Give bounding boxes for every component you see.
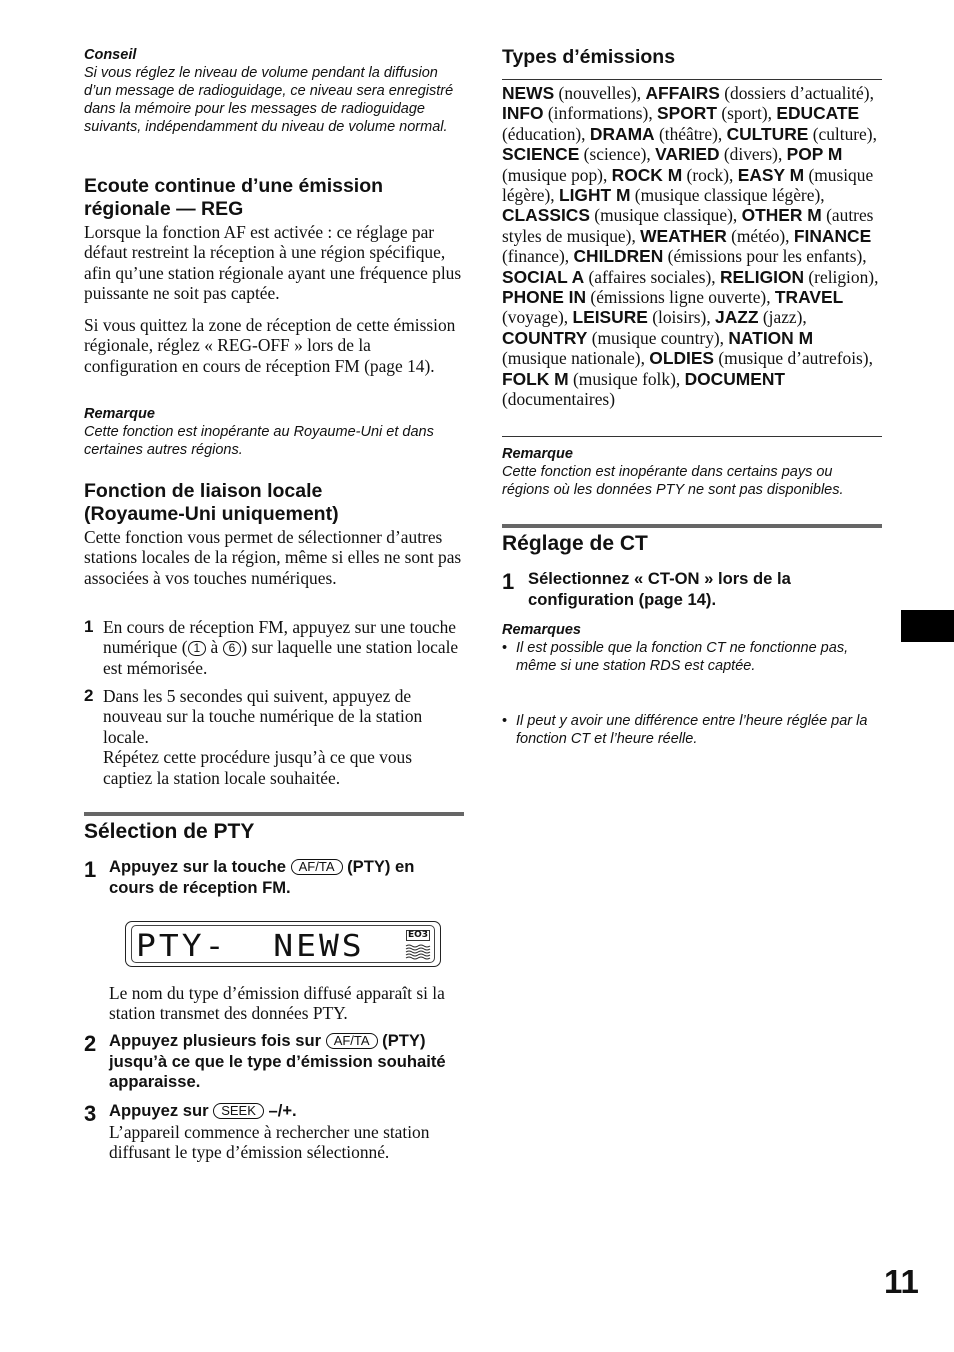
type-key: AFFAIRS — [645, 83, 720, 103]
type-description: (émissions ligne ouverte), — [586, 287, 775, 308]
pty-heading: Sélection de PTY — [84, 820, 255, 843]
type-description: (autres styles de musique), — [502, 205, 874, 246]
pty-step-2-number: 2 — [84, 1031, 97, 1056]
type-description: (divers), — [719, 144, 787, 165]
type-description: (musique nationale), — [502, 348, 650, 369]
reg-heading-line1: Ecoute continue d’une émission — [84, 175, 384, 197]
type-description: (sport), — [716, 103, 777, 124]
pty-step-3-text: Appuyez sur SEEK –/+. — [109, 1101, 297, 1120]
types-heading: Types d’émissions — [502, 46, 676, 68]
numeric-key-6: 6 — [223, 641, 242, 656]
type-description: (musique classique légère), — [630, 185, 825, 206]
type-key: NEWS — [502, 83, 555, 103]
link-step-2-text: Dans les 5 secondes qui suivent, appuyez de nouveau sur la touche numérique de la station locale. — [103, 686, 423, 747]
type-description: (jazz), — [758, 307, 807, 328]
pty-step-1-description: Le nom du type d’émission diffusé apparaît si la station transmet des données PTY. — [109, 983, 445, 1024]
type-key: POP M — [786, 144, 843, 165]
type-key: NATION M — [728, 327, 814, 348]
type-description: (informations), — [543, 103, 658, 124]
type-description: (nouvelles), — [554, 83, 646, 103]
ct-step-1 — [502, 569, 882, 610]
type-key: RELIGION — [719, 266, 805, 287]
seek-button-label: SEEK — [213, 1103, 264, 1119]
type-description: (documentaires) — [502, 389, 615, 410]
type-description: (religion), — [804, 266, 879, 287]
link-step-1-text: En cours de réception FM, appuyez sur une touche numérique ( 1 à 6 ) sur laquelle une station locale est mémorisée. — [103, 617, 459, 678]
type-description: (musique country), — [587, 327, 729, 348]
link-paragraph: Cette fonction vous permet de sélectionner d’autres stations locales de la région, même si elles ne sont pas associées à vos touches numériques. — [84, 527, 462, 588]
types-note-title: Remarque — [502, 446, 573, 462]
ct-heading: Réglage de CT — [502, 532, 648, 555]
link-step-2-repeat: Répétez cette procédure jusqu’à ce que vous captiez la station locale souhaitée. — [103, 747, 413, 788]
ct-note-1: • Il est possible que la fonction CT ne fonctionne pas, même si une station RDS est captée. — [502, 639, 882, 675]
type-key: OLDIES — [649, 348, 715, 369]
type-description: (musique d’autrefois), — [714, 348, 873, 369]
link-step-2 — [84, 686, 464, 788]
page-number: 11 — [884, 1263, 919, 1300]
type-key: TRAVEL — [774, 287, 844, 308]
link-heading-line2: (Royaume-Uni uniquement) — [84, 503, 339, 525]
type-description: (musique légère), — [502, 164, 874, 206]
pty-step-2 — [84, 1031, 464, 1093]
type-description: (culture), — [808, 123, 877, 144]
reg-note-title: Remarque — [84, 406, 155, 422]
type-description: (musique folk), — [568, 368, 685, 389]
type-key: SOCIAL A — [502, 266, 585, 287]
type-description: (voyage), — [502, 307, 573, 328]
pty-step-3-description: L’appareil commence à rechercher une station diffusant le type d’émission sélectionné. — [109, 1121, 430, 1162]
type-key: COUNTRY — [502, 327, 588, 348]
lcd-equalizer-icon — [405, 943, 431, 965]
ct-step-1-text: Sélectionnez « CT-ON » lors de la configuration (page 14). — [528, 569, 791, 609]
type-key: WEATHER — [640, 225, 727, 246]
type-key: FOLK M — [502, 368, 569, 389]
type-key: FINANCE — [793, 225, 872, 246]
af-ta-button-label-2: AF/TA — [326, 1033, 378, 1049]
link-step-1 — [84, 617, 464, 678]
type-key: JAZZ — [715, 307, 759, 328]
type-key: ROCK M — [611, 164, 683, 185]
type-key: PHONE IN — [502, 287, 587, 308]
pty-step-1 — [84, 857, 464, 898]
numeric-key-1: 1 — [188, 641, 207, 656]
type-description: (météo), — [726, 225, 794, 246]
link-step-2-number: 2 — [84, 686, 94, 705]
type-key: EASY M — [737, 164, 805, 185]
type-key: EDUCATE — [776, 103, 860, 124]
type-key: OTHER M — [741, 205, 822, 226]
type-description: (théâtre), — [654, 123, 727, 144]
link-heading-line1: Fonction de liaison locale — [84, 480, 323, 502]
type-description: (affaires sociales), — [584, 266, 720, 287]
types-note-text: Cette fonction est inopérante dans certains pays ou régions où les données PTY ne sont pas disponibles. — [502, 464, 844, 498]
ct-section-rule — [502, 524, 882, 528]
ct-notes-title: Remarques — [502, 622, 581, 638]
ct-note-2: • Il peut y avoir une différence entre l’heure réglée par la fonction CT et l’heure réelle. — [502, 712, 882, 748]
type-key: CLASSICS — [502, 205, 590, 226]
pty-step-1-number: 1 — [84, 857, 97, 882]
type-description: (éducation), — [502, 123, 590, 144]
lcd-display — [125, 921, 441, 967]
types-rule-top — [502, 79, 882, 80]
reg-paragraph-2: Si vous quittez la zone de réception de cette émission régionale, réglez « REG-OFF » lors de la configuration en cours de réception FM (page 14). — [84, 315, 456, 376]
type-key: LIGHT M — [558, 185, 631, 206]
type-key: CULTURE — [726, 123, 809, 144]
reg-note-text: Cette fonction est inopérante au Royaume-Uni et dans certaines autres régions. — [84, 424, 434, 458]
tip-title: Conseil — [84, 47, 137, 63]
link-step-1-number: 1 — [84, 617, 94, 636]
type-key: CHILDREN — [573, 246, 664, 267]
type-description: (science), — [579, 144, 656, 165]
pty-step-1-text: Appuyez sur la touche AF/TA (PTY) en cours de réception FM. — [109, 857, 415, 897]
type-description: (loisirs), — [647, 307, 716, 328]
section-rule — [84, 812, 464, 816]
pty-step-3-number: 3 — [84, 1101, 97, 1126]
reg-heading-line2: régionale — REG — [84, 198, 244, 220]
type-description: (rock), — [682, 164, 738, 185]
type-description: (musique classique), — [589, 205, 742, 226]
type-description: (émissions pour les enfants), — [663, 246, 867, 267]
right-column — [502, 0, 882, 747]
type-description: (musique pop), — [502, 164, 612, 185]
reg-heading — [84, 175, 383, 221]
reg-paragraph-1: Lorsque la fonction AF est activée : ce réglage par défaut restreint la réception à une région spécifique, afin qu’une station régionale ayant une fréquence plus puissante ne soit pas captée. — [84, 222, 462, 304]
type-description: (dossiers d’actualité), — [719, 83, 874, 103]
tip-text: Si vous réglez le niveau de volume pendant la diffusion d’un message de radioguidage, ce niveau sera enregistré dans la mémoire pour les messages de radioguidage suivants, indépendamment du niveau de volume normal. — [84, 65, 454, 135]
type-key: LEISURE — [572, 307, 648, 328]
type-key: INFO — [502, 103, 544, 124]
type-key: SCIENCE — [502, 144, 580, 165]
type-key: DOCUMENT — [684, 368, 786, 389]
type-key: VARIED — [655, 144, 720, 165]
types-rule-bottom — [502, 436, 882, 437]
side-tab-marker — [901, 610, 954, 642]
type-description: (finance), — [502, 246, 574, 267]
type-key: SPORT — [657, 103, 717, 124]
pty-step-2-text: Appuyez plusieurs fois sur AF/TA (PTY) jusqu’à ce que le type d’émission souhaité apparaisse. — [109, 1031, 446, 1091]
af-ta-button-label: AF/TA — [291, 859, 343, 875]
lcd-eq-badge: EO3 — [407, 930, 428, 940]
lcd-text: PTY- NEWS — [136, 927, 365, 964]
type-key: DRAMA — [589, 123, 655, 144]
ct-step-1-number: 1 — [502, 569, 515, 594]
types-list — [502, 83, 882, 410]
link-heading — [84, 480, 339, 526]
pty-step-3 — [84, 1101, 464, 1162]
